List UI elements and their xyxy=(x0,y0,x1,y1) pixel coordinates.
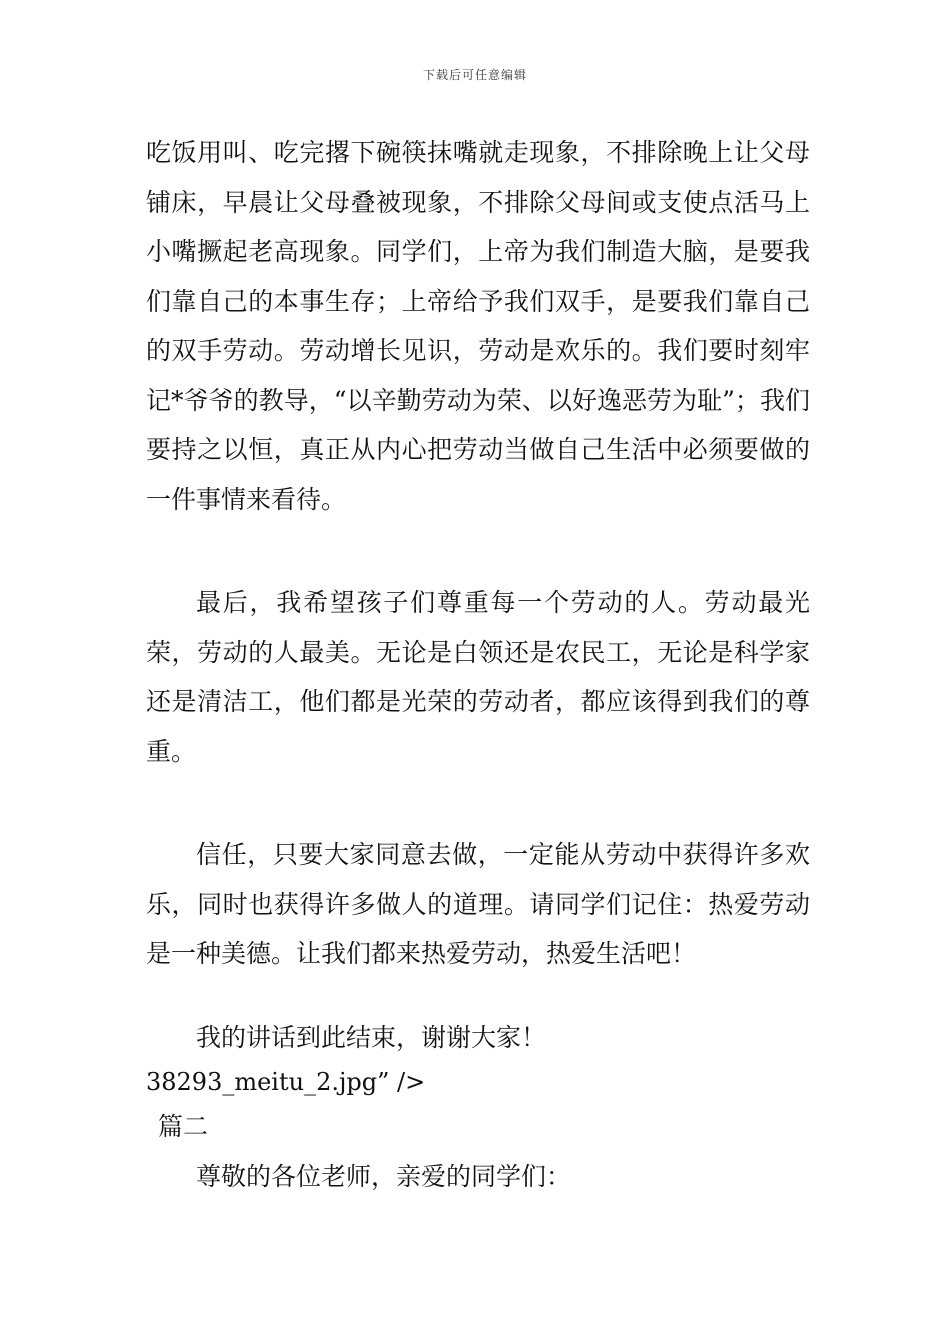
paragraph-3: 信任，只要大家同意去做，一定能从劳动中获得许多欢乐，同时也获得许多做人的道理。请同学们记住：热爱劳动是一种美德。让我们都来热爱劳动，热爱生活吧！ xyxy=(146,840,810,968)
section-title: 篇二 xyxy=(158,1112,209,1141)
paragraph-spacer xyxy=(146,524,810,578)
paragraph-2: 最后，我希望孩子们尊重每一个劳动的人。劳动最光荣，劳动的人最美。无论是白领还是农民工，无论是科学家还是清洁工，他们都是光荣的劳动者，都应该得到我们的尊重。 xyxy=(146,588,810,766)
paragraph-spacer xyxy=(146,979,810,1013)
image-tag-artifact: 38293_meitu_2.jpg” /> xyxy=(146,1068,426,1096)
greeting-line: 尊敬的各位老师，亲爱的同学们： xyxy=(196,1162,572,1191)
document-body xyxy=(146,128,810,1202)
closing-line: 我的讲话到此结束，谢谢大家！ xyxy=(196,1022,547,1052)
page-header: 下载后可任意编辑 xyxy=(422,68,527,82)
paragraph-1: 吃饭用叫、吃完撂下碗筷抹嘴就走现象，不排除晚上让父母铺床，早晨让父母叠被现象，不排除父母间或支使点活马上小嘴撅起老高现象。同学们，上帝为我们制造大脑，是要我们靠自己的本事生存；上帝给予我们双手，是要我们靠自己的双手劳动。劳动增长见识，劳动是欢乐的。我们要时刻牢记*爷爷的教导，“以辛勤劳动为荣、以好逸恶劳为耻”；我们要持之以恒，真正从内心把劳动当做自己生活中必须要做的一件事情来看待。 xyxy=(146,138,810,514)
paragraph-spacer xyxy=(146,776,810,830)
